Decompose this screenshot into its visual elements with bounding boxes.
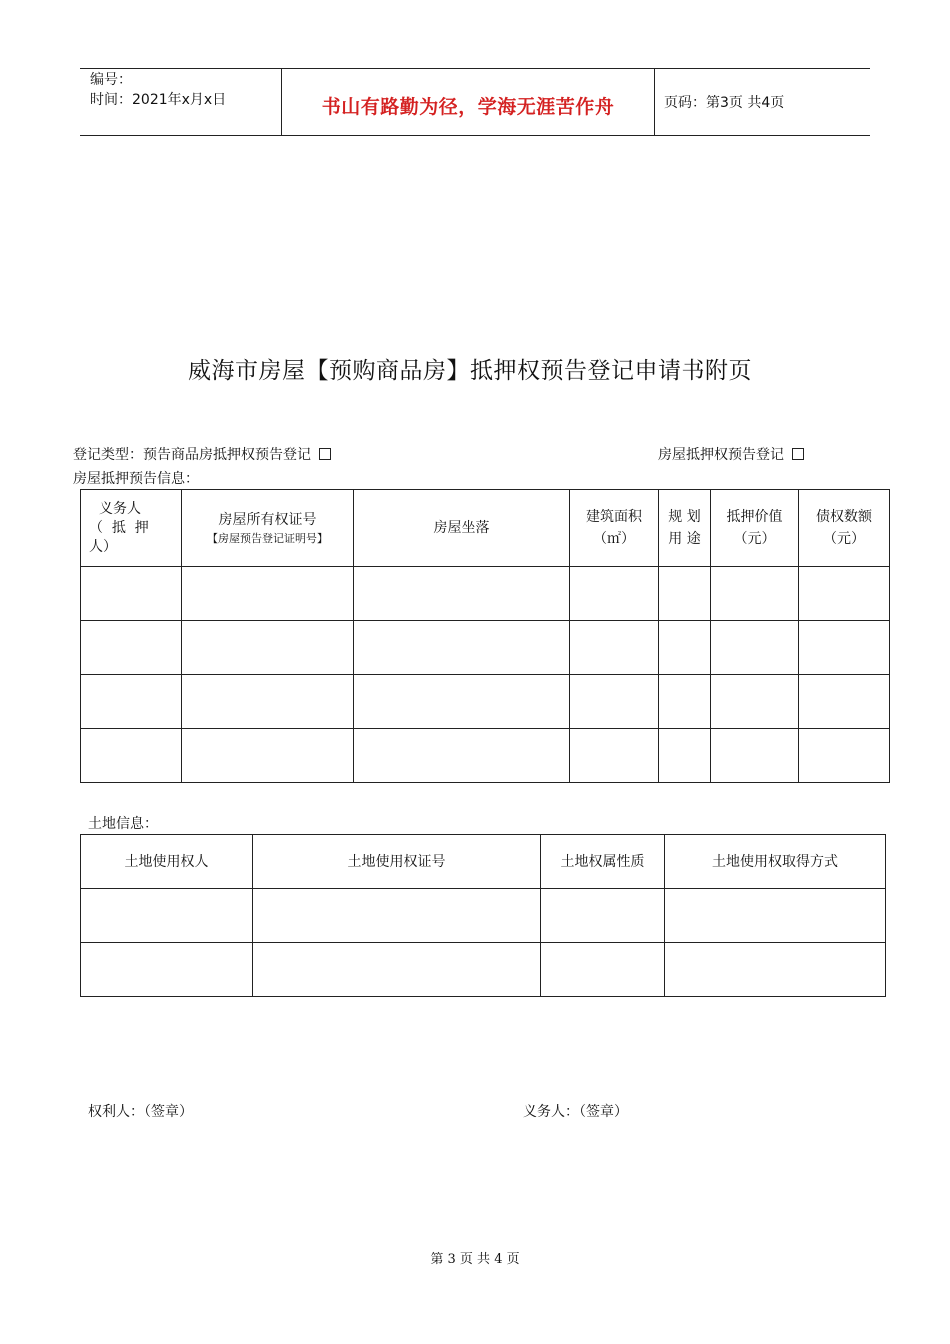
- table-cell[interactable]: [81, 889, 253, 943]
- table-cell[interactable]: [354, 567, 570, 621]
- col-usage: [659, 490, 711, 567]
- col-mortgage-value-line2: （元）: [733, 531, 776, 547]
- registration-option2-row: [658, 444, 804, 464]
- col-obligor-line2: （ 抵 押: [89, 519, 149, 536]
- table-cell[interactable]: [711, 567, 799, 621]
- col-debt-amount: [799, 490, 890, 567]
- col-obligor-line1: 义务人: [99, 500, 141, 517]
- table-cell[interactable]: [81, 943, 253, 997]
- col-land-certificate: 土地使用权证号: [253, 835, 541, 889]
- land-table-header-row: [81, 835, 886, 889]
- land-info-label: 土地信息：: [88, 816, 158, 832]
- table-cell[interactable]: [182, 621, 354, 675]
- table-cell[interactable]: [570, 729, 659, 783]
- table-cell[interactable]: [570, 621, 659, 675]
- page-label: 页码：第3页 共4页: [664, 95, 785, 111]
- col-usage-line1: 规 划: [668, 509, 701, 525]
- table-row: [81, 943, 886, 997]
- table-cell[interactable]: [711, 621, 799, 675]
- time-label: 时间：2021年x月x日: [90, 92, 227, 108]
- col-mortgage-value-line1: 抵押价值: [726, 509, 783, 525]
- col-obligor: [81, 490, 182, 567]
- document-title: 威海市房屋【预购商品房】抵押权预告登记申请书附页: [188, 358, 752, 384]
- house-table-header-row: [81, 490, 890, 567]
- table-row: [81, 889, 886, 943]
- table-row: [81, 567, 890, 621]
- number-label: 编号：: [90, 72, 132, 88]
- header-divider-right: [654, 68, 655, 136]
- presale-checkbox[interactable]: [319, 448, 331, 460]
- house-info-table: [80, 489, 890, 783]
- table-cell[interactable]: [541, 889, 665, 943]
- header-bottom-rule: [80, 135, 870, 136]
- table-cell[interactable]: [659, 729, 711, 783]
- table-cell[interactable]: [253, 889, 541, 943]
- col-area-line1: 建筑面积: [586, 509, 642, 525]
- table-row: [81, 621, 890, 675]
- table-cell[interactable]: [711, 675, 799, 729]
- header-top-rule: [80, 68, 870, 69]
- table-cell[interactable]: [659, 621, 711, 675]
- motto-text: 书山有路勤为径，学海无涯苦作舟: [321, 96, 615, 118]
- col-obligor-line3: 人）: [89, 538, 117, 555]
- table-cell[interactable]: [541, 943, 665, 997]
- table-cell[interactable]: [81, 675, 182, 729]
- table-cell[interactable]: [799, 729, 890, 783]
- col-certificate-no: [182, 490, 354, 567]
- table-cell[interactable]: [799, 675, 890, 729]
- table-cell[interactable]: [253, 943, 541, 997]
- house-info-label: 房屋抵押预告信息：: [73, 471, 199, 487]
- registration-option2-label: 房屋抵押权预告登记: [658, 447, 784, 463]
- col-debt-amount-line2: （元）: [823, 531, 865, 547]
- table-cell[interactable]: [659, 675, 711, 729]
- table-cell[interactable]: [354, 621, 570, 675]
- table-cell[interactable]: [665, 889, 886, 943]
- table-cell[interactable]: [799, 567, 890, 621]
- col-land-user: 土地使用权人: [81, 835, 253, 889]
- col-land-acquisition: 土地使用权取得方式: [665, 835, 886, 889]
- table-row: [81, 675, 890, 729]
- obligor-signature: 义务人：（签章）: [523, 1104, 628, 1120]
- col-location: 房屋坐落: [354, 490, 570, 567]
- table-cell[interactable]: [665, 943, 886, 997]
- table-cell[interactable]: [182, 675, 354, 729]
- land-info-table: [80, 834, 886, 997]
- house-mortgage-checkbox[interactable]: [792, 448, 804, 460]
- table-cell[interactable]: [81, 567, 182, 621]
- table-cell[interactable]: [182, 729, 354, 783]
- registration-type-label: 登记类型：预告商品房抵押权预告登记: [73, 447, 311, 463]
- col-debt-amount-line1: 债权数额: [816, 509, 872, 525]
- table-row: [81, 729, 890, 783]
- table-cell[interactable]: [81, 621, 182, 675]
- right-holder-signature: 权利人：（签章）: [88, 1104, 193, 1120]
- col-mortgage-value: [711, 490, 799, 567]
- col-certificate-line1: 房屋所有权证号: [218, 512, 317, 528]
- table-cell[interactable]: [81, 729, 182, 783]
- table-cell[interactable]: [570, 567, 659, 621]
- table-cell[interactable]: [570, 675, 659, 729]
- registration-type-row: [73, 444, 331, 464]
- col-usage-line2: 用 途: [668, 531, 701, 547]
- table-cell[interactable]: [182, 567, 354, 621]
- table-cell[interactable]: [799, 621, 890, 675]
- col-land-nature: 土地权属性质: [541, 835, 665, 889]
- table-cell[interactable]: [659, 567, 711, 621]
- table-cell[interactable]: [354, 729, 570, 783]
- footer-page-number: 第 3 页 共 4 页: [430, 1252, 520, 1267]
- table-cell[interactable]: [354, 675, 570, 729]
- col-certificate-line2: 【房屋预告登记证明号】: [207, 532, 328, 545]
- col-area: [570, 490, 659, 567]
- table-cell[interactable]: [711, 729, 799, 783]
- col-area-line2: （㎡）: [593, 531, 635, 547]
